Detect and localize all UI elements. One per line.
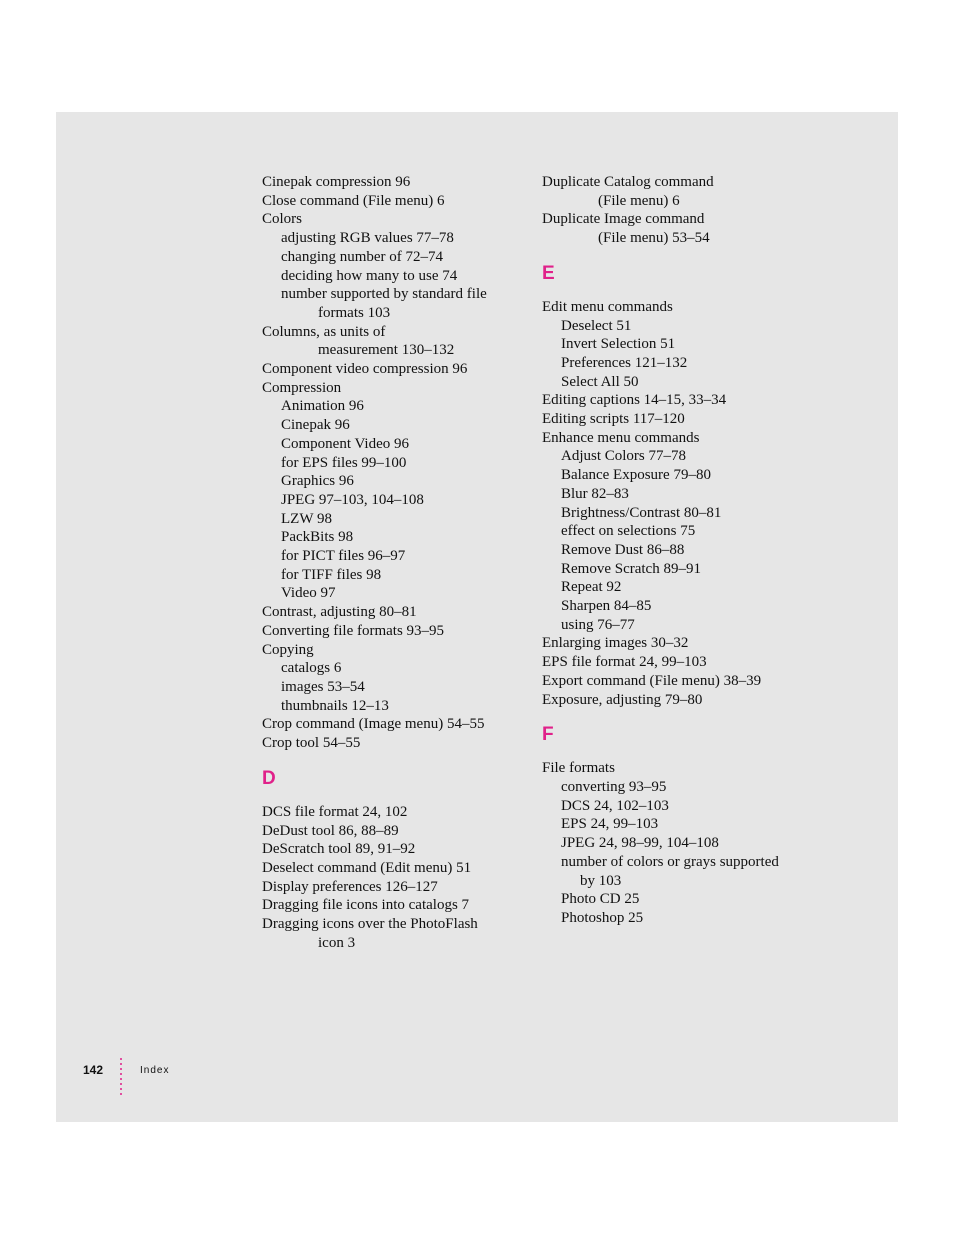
index-entry: Component video compression 96 xyxy=(262,361,468,378)
index-entry: Dragging icons over the PhotoFlash xyxy=(262,916,478,933)
index-entry: Crop command (Image menu) 54–55 xyxy=(262,716,485,733)
index-subentry: Graphics 96 xyxy=(281,473,354,490)
index-subentry: DCS 24, 102–103 xyxy=(561,797,669,814)
index-subentry: icon 3 xyxy=(318,934,356,951)
index-subentry: Invert Selection 51 xyxy=(561,336,676,353)
index-subentry: Adjust Colors 77–78 xyxy=(561,448,687,465)
index-subentry: Animation 96 xyxy=(281,398,364,415)
index-subentry: Blur 82–83 xyxy=(561,485,629,502)
index-subentry: converting 93–95 xyxy=(561,778,667,795)
index-subentry: thumbnails 12–13 xyxy=(281,697,389,714)
index-subentry: changing number of 72–74 xyxy=(281,248,444,265)
index-entry: DCS file format 24, 102 xyxy=(262,803,408,820)
index-entry: Close command (File menu) 6 xyxy=(262,192,445,209)
index-entry: Crop tool 54–55 xyxy=(262,735,361,752)
index-subentry: for EPS files 99–100 xyxy=(281,454,407,471)
index-subentry: Photoshop 25 xyxy=(561,909,644,926)
index-subentry: Photo CD 25 xyxy=(561,891,640,908)
index-subentry: effect on selections 75 xyxy=(561,523,696,540)
index-entry: Cinepak compression 96 xyxy=(262,174,411,190)
index-subentry: for TIFF files 98 xyxy=(281,566,382,583)
index-subentry: number supported by standard file xyxy=(281,286,487,303)
index-subentry: deciding how many to use 74 xyxy=(281,267,458,284)
index-subentry: Video 97 xyxy=(281,585,336,602)
section-letter-heading: F xyxy=(542,724,554,746)
index-subentry: Remove Dust 86–88 xyxy=(561,541,685,558)
index-entry: Exposure, adjusting 79–80 xyxy=(542,691,703,708)
index-entry: Colors xyxy=(262,211,303,228)
index-subentry: Select All 50 xyxy=(561,373,639,390)
index-subentry: (File menu) 53–54 xyxy=(598,230,710,247)
index-subentry: formats 103 xyxy=(318,304,391,321)
index-column-right xyxy=(542,173,812,928)
index-subentry: Balance Exposure 79–80 xyxy=(561,467,711,484)
index-subentry: adjusting RGB values 77–78 xyxy=(281,230,454,247)
index-subentry: by 103 xyxy=(580,872,622,889)
index-entry: Contrast, adjusting 80–81 xyxy=(262,604,417,621)
index-subentry: Preferences 121–132 xyxy=(561,354,688,371)
index-entry: Editing scripts 117–120 xyxy=(542,411,685,428)
index-subentry: Component Video 96 xyxy=(281,435,409,452)
index-entry: Edit menu commands xyxy=(542,298,673,315)
index-subentry: Repeat 92 xyxy=(561,579,622,596)
index-subentry: images 53–54 xyxy=(281,678,365,695)
index-entry: Converting file formats 93–95 xyxy=(262,622,445,639)
index-subentry: Deselect 51 xyxy=(561,317,632,334)
index-subentry: EPS 24, 99–103 xyxy=(561,816,659,833)
index-entry: Export command (File menu) 38–39 xyxy=(542,672,762,689)
index-column-left xyxy=(262,173,532,952)
dotted-divider xyxy=(119,1058,123,1096)
index-entry: File formats xyxy=(542,760,615,777)
index-entry: DeDust tool 86, 88–89 xyxy=(262,822,399,839)
index-subentry: Brightness/Contrast 80–81 xyxy=(561,504,722,521)
index-entry: Editing captions 14–15, 33–34 xyxy=(542,392,727,409)
index-entry: Dragging file icons into catalogs 7 xyxy=(262,897,470,914)
index-entry: Copying xyxy=(262,641,314,658)
index-subentry: for PICT files 96–97 xyxy=(281,548,406,565)
index-entry: Enhance menu commands xyxy=(542,429,700,446)
index-entry: Enlarging images 30–32 xyxy=(542,635,689,652)
section-letter-heading: D xyxy=(262,767,276,789)
index-entry: Columns, as units of xyxy=(262,323,386,340)
section-letter-heading: E xyxy=(542,262,555,284)
index-subentry: number of colors or grays supported xyxy=(561,853,779,870)
page-number: 142 xyxy=(83,1063,104,1077)
index-subentry: (File menu) 6 xyxy=(598,192,680,209)
index-entry: Compression xyxy=(262,379,342,396)
index-entry: Duplicate Catalog command xyxy=(542,174,714,190)
index-subentry: LZW 98 xyxy=(281,510,332,527)
index-subentry: Sharpen 84–85 xyxy=(561,598,652,615)
index-subentry: measurement 130–132 xyxy=(318,342,455,359)
index-entry: Deselect command (Edit menu) 51 xyxy=(262,859,472,876)
index-entry: Display preferences 126–127 xyxy=(262,878,438,895)
index-subentry: using 76–77 xyxy=(561,616,635,633)
index-subentry: JPEG 24, 98–99, 104–108 xyxy=(561,835,719,852)
index-subentry: PackBits 98 xyxy=(281,529,354,546)
index-entry: EPS file format 24, 99–103 xyxy=(542,654,707,671)
index-entry: DeScratch tool 89, 91–92 xyxy=(262,841,416,858)
index-subentry: catalogs 6 xyxy=(281,660,342,677)
section-label: Index xyxy=(140,1065,170,1076)
index-entry: Duplicate Image command xyxy=(542,211,705,228)
index-subentry: Cinepak 96 xyxy=(281,417,350,434)
index-subentry: JPEG 97–103, 104–108 xyxy=(281,491,424,508)
index-subentry: Remove Scratch 89–91 xyxy=(561,560,701,577)
